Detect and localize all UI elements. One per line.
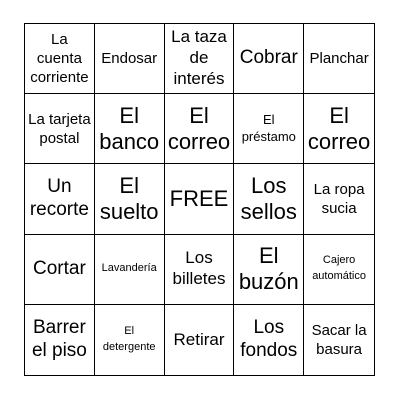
cell-text: Lavandería: [101, 262, 157, 275]
cell-text: La cuenta corriente: [30, 31, 89, 87]
bingo-cell[interactable]: [165, 235, 235, 305]
cell-text: Los sellos: [240, 173, 297, 224]
cell-text: Barrer el piso: [31, 317, 87, 361]
cell-text: Sacar la basura: [311, 321, 367, 358]
bingo-cell[interactable]: [234, 24, 304, 94]
bingo-cell[interactable]: [95, 24, 165, 94]
bingo-cell[interactable]: [95, 164, 165, 234]
cell-text: El buzón: [238, 243, 299, 295]
cell-text: Retirar: [173, 329, 225, 349]
bingo-cell[interactable]: [304, 235, 374, 305]
cell-text: El banco: [99, 103, 160, 154]
cell-text: FREE: [169, 186, 229, 212]
bingo-cell[interactable]: [95, 305, 165, 375]
cell-text: El correo: [307, 103, 371, 154]
cell-text: Los billetes: [172, 248, 226, 289]
bingo-cell[interactable]: [304, 94, 374, 164]
bingo-cell[interactable]: [304, 305, 374, 375]
bingo-cell[interactable]: [304, 164, 374, 234]
bingo-cell[interactable]: [165, 94, 235, 164]
bingo-cell[interactable]: [304, 24, 374, 94]
cell-text: Cortar: [33, 257, 86, 279]
bingo-cell[interactable]: [95, 94, 165, 164]
cell-text: El préstamo: [241, 111, 296, 144]
cell-text: Planchar: [309, 50, 369, 68]
cell-text: Cobrar: [239, 47, 298, 69]
cell-text: La tarjeta postal: [28, 110, 91, 147]
bingo-cell[interactable]: [25, 24, 95, 94]
cell-text: El correo: [167, 103, 231, 154]
bingo-cell[interactable]: [25, 235, 95, 305]
bingo-cell[interactable]: [234, 235, 304, 305]
bingo-cell[interactable]: [165, 24, 235, 94]
bingo-cell[interactable]: [25, 94, 95, 164]
cell-text: La ropa sucia: [313, 180, 365, 217]
bingo-cell[interactable]: [234, 94, 304, 164]
bingo-board: [24, 23, 375, 376]
bingo-cell[interactable]: [25, 305, 95, 375]
cell-text: El suelto: [99, 173, 159, 224]
cell-text: El detergente: [102, 324, 156, 353]
bingo-cell[interactable]: [165, 305, 235, 375]
bingo-cell-free[interactable]: [165, 164, 235, 234]
cell-text: La taza de interés: [171, 27, 227, 88]
cell-text: Un recorte: [29, 176, 89, 220]
bingo-cell[interactable]: [234, 164, 304, 234]
cell-text: Los fondos: [240, 317, 298, 361]
bingo-cell[interactable]: [95, 235, 165, 305]
cell-text: Endosar: [101, 50, 158, 68]
bingo-cell[interactable]: [234, 305, 304, 375]
bingo-cell[interactable]: [25, 164, 95, 234]
cell-text: Cajero automático: [312, 254, 366, 283]
